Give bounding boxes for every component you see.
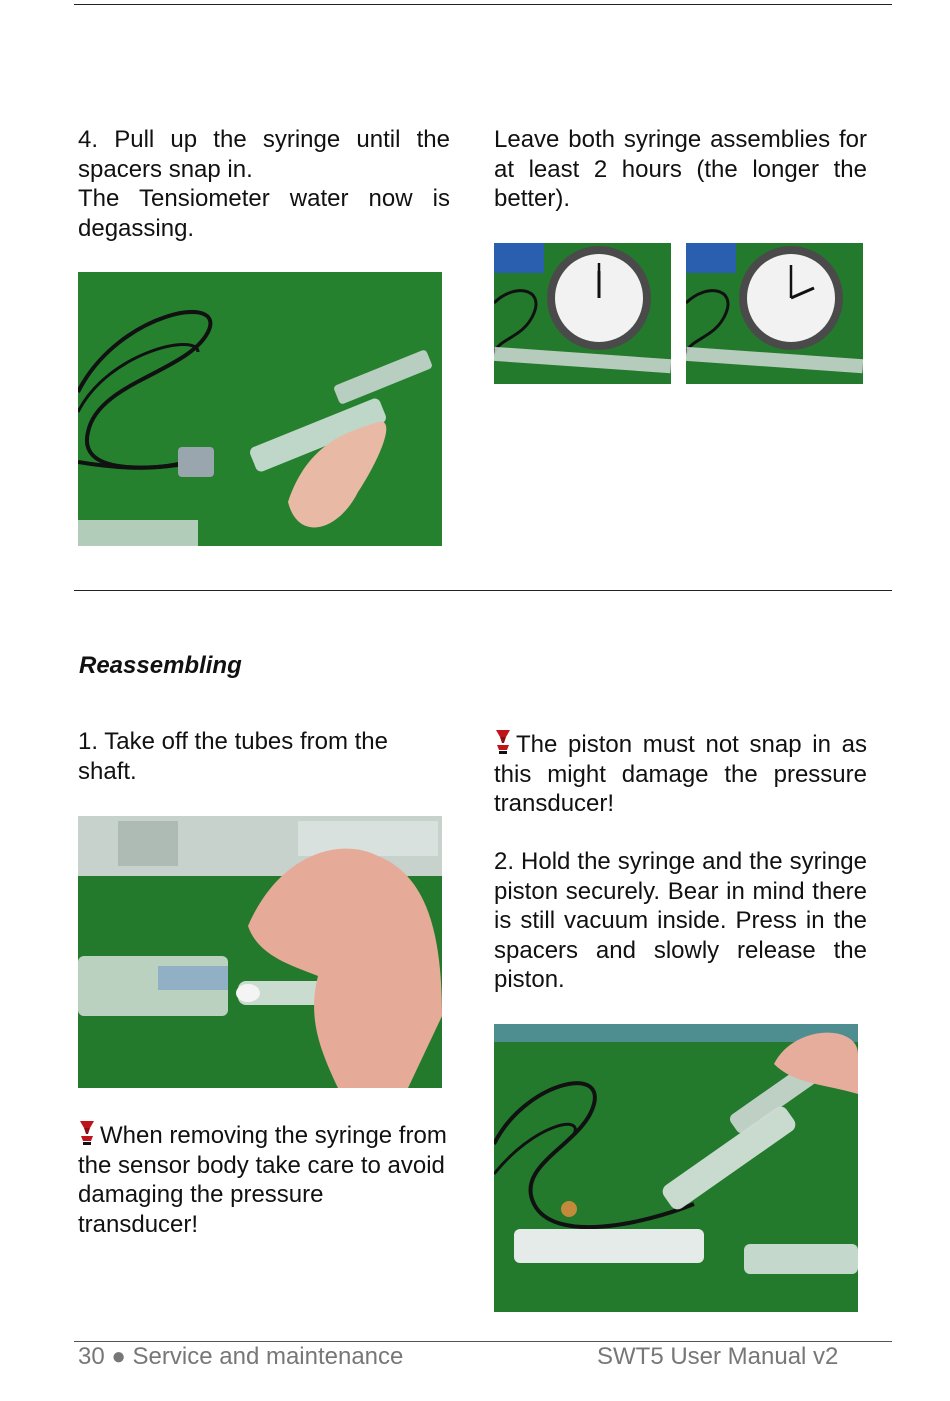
footer-manual-title: SWT5 User Manual v2 — [597, 1343, 839, 1370]
warning2-text: The piston must not snap in as this might damage the pressure transducer! — [494, 731, 867, 817]
footer-section: Service and maintenance — [132, 1343, 404, 1370]
step4-line1: 4. Pull up the syringe until the spacers snap in. — [78, 126, 450, 183]
step2-instruction — [494, 847, 867, 995]
section-heading: Reassembling — [79, 652, 242, 679]
warning1-text: When removing the syringe from the sensor body take care to avoid damaging the pressure transducer! — [78, 1122, 447, 1238]
footer-left — [78, 1343, 403, 1371]
leave-instruction — [494, 125, 867, 214]
photo-clock-start — [494, 243, 671, 384]
warning-icon — [494, 729, 512, 755]
step1-instruction — [78, 727, 418, 786]
photo-pull-syringe — [78, 272, 442, 546]
step4-line2: The Tensiometer water now is degassing. — [78, 185, 450, 242]
footer-bullet: ● — [111, 1343, 126, 1370]
step1-text: 1. Take off the tubes from the shaft. — [78, 728, 388, 785]
step2-text: 2. Hold the syringe and the syringe piston securely. Bear in mind there is still vacuum inside. Press in the spacers and slowly release the piston. — [494, 848, 867, 993]
photo-remove-tubes — [78, 816, 442, 1088]
warning-piston — [494, 729, 867, 819]
photo-release-piston — [494, 1024, 858, 1312]
footer-rule — [74, 1341, 892, 1342]
section-rule — [74, 590, 892, 591]
warning-remove-syringe — [78, 1120, 450, 1239]
leave-text: Leave both syringe assemblies for at least 2 hours (the longer the better). — [494, 126, 867, 212]
photo-clock-later — [686, 243, 863, 384]
step4-instruction — [78, 125, 450, 243]
top-rule — [74, 4, 892, 5]
page-number: 30 — [78, 1343, 105, 1370]
warning-icon — [78, 1120, 96, 1146]
